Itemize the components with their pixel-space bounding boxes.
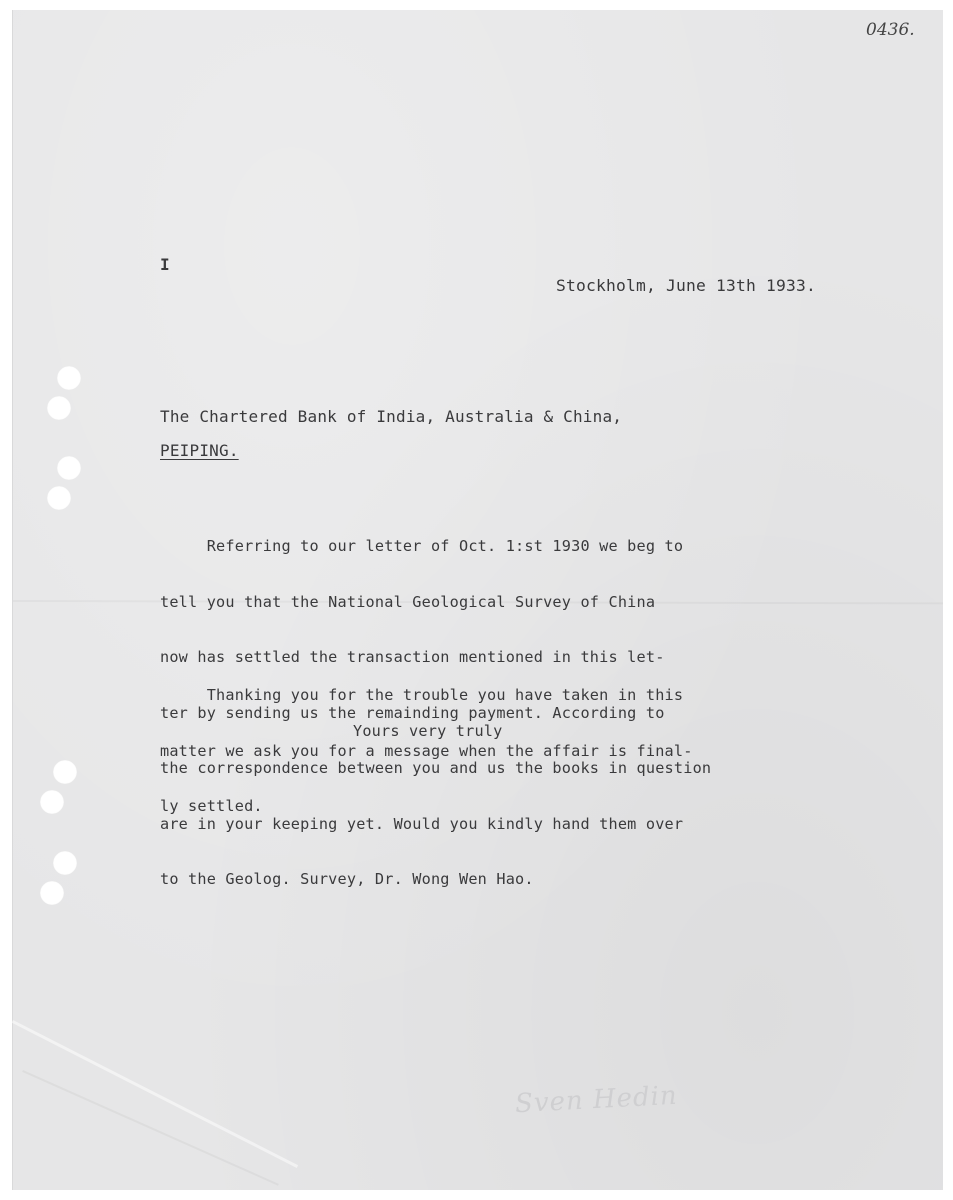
archive-number: 0436.	[866, 20, 915, 40]
punch-hole	[53, 851, 77, 875]
punch-hole	[40, 790, 64, 814]
body-line: tell you that the National Geological Survey of China	[160, 592, 656, 611]
body-line: ter by sending us the remainding payment. According to	[160, 703, 665, 722]
punch-hole	[40, 881, 64, 905]
punch-hole	[53, 760, 77, 784]
punch-hole	[57, 366, 81, 390]
addressee: The Chartered Bank of India, Australia & China,	[160, 407, 623, 426]
punch-hole	[47, 486, 71, 510]
body-paragraph-2	[160, 649, 693, 853]
body-line: matter we ask you for a message when the affair is final-	[160, 741, 693, 760]
body-line: Thanking you for the trouble you have taken in this	[160, 686, 684, 704]
body-line: to the Geolog. Survey, Dr. Wong Wen Hao.	[160, 870, 534, 888]
date-line: Stockholm, June 13th 1933.	[556, 276, 817, 295]
paper-crease	[12, 1020, 298, 1168]
paper-crease	[22, 1070, 279, 1186]
reference-mark: I	[160, 255, 170, 274]
punch-hole	[47, 396, 71, 420]
body-line: the correspondence between you and us the books in question	[160, 759, 712, 777]
punch-hole	[57, 456, 81, 480]
closing-salutation: Yours very truly	[353, 722, 503, 740]
faint-signature: Sven Hedin	[514, 1080, 679, 1120]
addressee-city: PEIPING.	[160, 441, 239, 460]
body-line: are in your keeping yet. Would you kindly hand them over	[160, 814, 684, 833]
body-line: Referring to our letter of Oct. 1:st 1930 we beg to	[160, 537, 684, 555]
body-line: ly settled.	[160, 797, 263, 815]
body-line: now has settled the transaction mentioned in this let-	[160, 648, 665, 666]
